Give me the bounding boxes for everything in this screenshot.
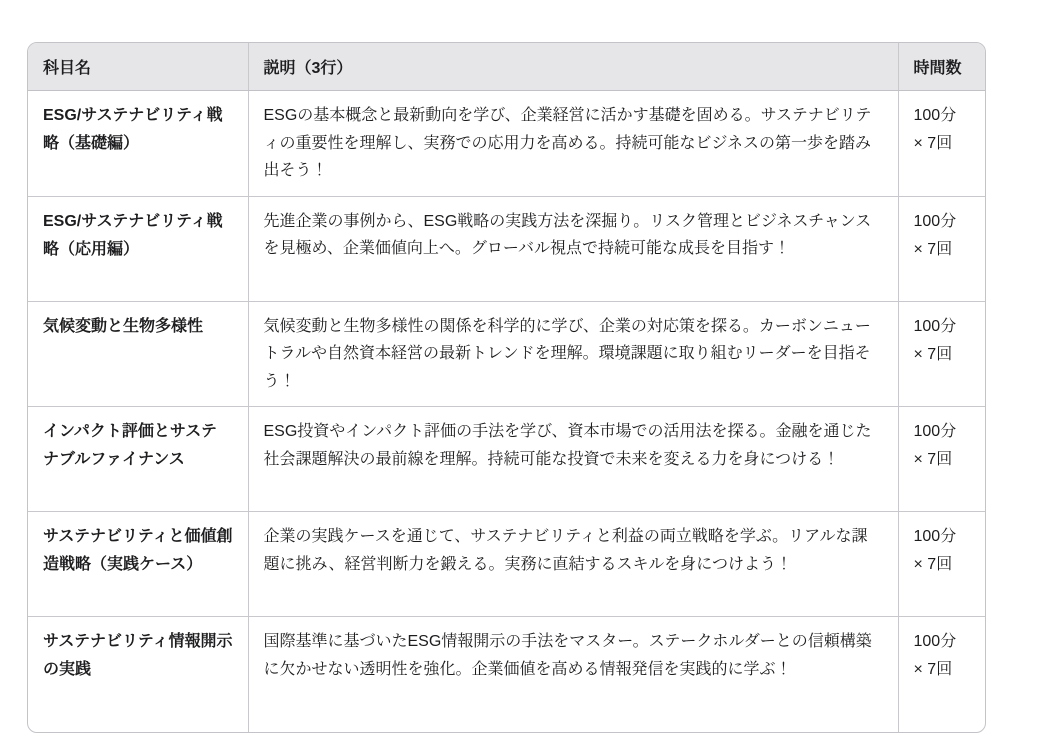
course-table-container — [27, 42, 986, 733]
subject-cell: サステナビリティ情報開示の実践 — [28, 617, 248, 732]
hours-count: × 7回 — [913, 661, 953, 679]
description-cell: ESG投資やインパクト評価の手法を学び、資本市場での活用法を探る。金融を通じた社会課題解決の最前線を理解。持続可能な投資で未来を変える力を身につける！ — [248, 407, 898, 512]
header-cell-hours: 時間数 — [898, 43, 986, 91]
table-row — [28, 91, 986, 197]
table-row — [28, 301, 986, 407]
table-row — [28, 617, 986, 732]
description-cell: 企業の実践ケースを通じて、サステナビリティと利益の両立戦略を学ぶ。リアルな課題に挑み、経営判断力を鍛える。実務に直結するスキルを身につけよう！ — [248, 512, 898, 617]
header-cell-description: 説明（3行） — [248, 43, 898, 91]
hours-minutes: 100分 — [913, 423, 957, 441]
description-cell: 先進企業の事例から、ESG戦略の実践方法を深掘り。リスク管理とビジネスチャンスを見極め、企業価値向上へ。グローバル視点で持続可能な成長を目指す！ — [248, 196, 898, 301]
course-table — [28, 43, 986, 732]
subject-cell: 気候変動と生物多様性 — [28, 301, 248, 407]
hours-cell — [898, 91, 986, 197]
hours-minutes: 100分 — [913, 633, 957, 651]
description-cell: ESGの基本概念と最新動向を学び、企業経営に活かす基礎を固める。サステナビリティの重要性を理解し、実務での応用力を高める。持続可能なビジネスの第一歩を踏み出そう！ — [248, 91, 898, 197]
header-cell-subject: 科目名 — [28, 43, 248, 91]
hours-cell — [898, 301, 986, 407]
subject-cell: インパクト評価とサステナブルファイナンス — [28, 407, 248, 512]
hours-minutes: 100分 — [913, 317, 957, 335]
hours-cell — [898, 407, 986, 512]
table-row — [28, 196, 986, 301]
hours-minutes: 100分 — [913, 528, 957, 546]
hours-minutes: 100分 — [913, 212, 957, 230]
table-row — [28, 512, 986, 617]
hours-minutes: 100分 — [913, 107, 957, 124]
description-cell: 国際基準に基づいたESG情報開示の手法をマスター。ステークホルダーとの信頼構築に欠かせない透明性を強化。企業価値を高める情報発信を実践的に学ぶ！ — [248, 617, 898, 732]
table-row — [28, 407, 986, 512]
subject-cell: ESG/サステナビリティ戦略（基礎編） — [28, 91, 248, 197]
hours-count: × 7回 — [913, 345, 953, 363]
hours-cell — [898, 617, 986, 732]
hours-count: × 7回 — [913, 240, 953, 258]
subject-cell: ESG/サステナビリティ戦略（応用編） — [28, 196, 248, 301]
hours-cell — [898, 196, 986, 301]
table-header-row — [28, 43, 986, 91]
hours-count: × 7回 — [913, 135, 953, 152]
hours-cell — [898, 512, 986, 617]
description-cell: 気候変動と生物多様性の関係を科学的に学び、企業の対応策を探る。カーボンニュートラルや自然資本経営の最新トレンドを理解。環境課題に取り組むリーダーを目指そう！ — [248, 301, 898, 407]
subject-cell: サステナビリティと価値創造戦略（実践ケース） — [28, 512, 248, 617]
hours-count: × 7回 — [913, 451, 953, 469]
hours-count: × 7回 — [913, 556, 953, 574]
